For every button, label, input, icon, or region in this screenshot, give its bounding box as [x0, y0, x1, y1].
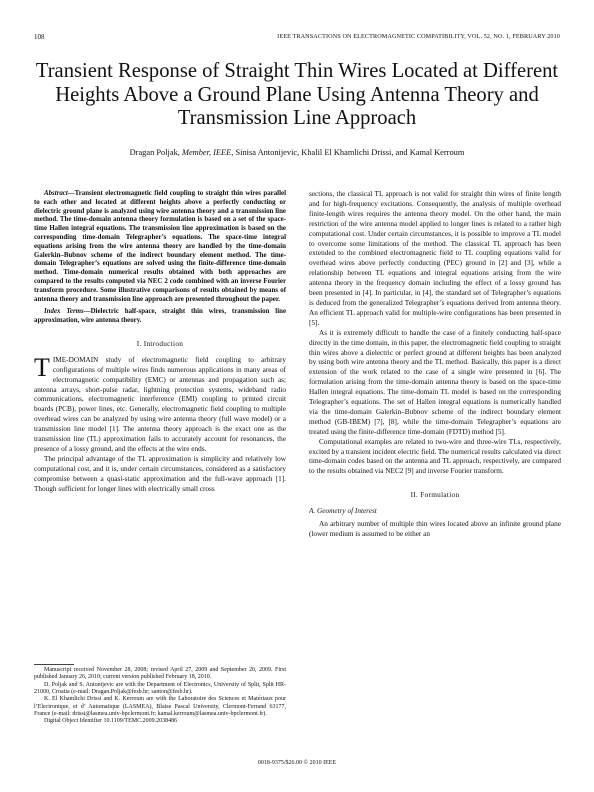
drop-cap: T	[34, 352, 50, 382]
footnote-affiliation-split: D. Poljak and S. Antonijevic are with the Department of Electronics, University of Split, Split HR-21000, Croatia (e-mail: Dragan.Poljak@fesb.hr; santon@fesb.hr).	[34, 681, 286, 696]
footnote-manuscript: Manuscript received November 28, 2008; revised April 27, 2009 and September 20, 2009. First published January 26, 2010; current version published February 18, 2010.	[34, 667, 286, 681]
right-paragraph-4: An arbitrary number of multiple thin wires located above an infinite ground plane (lower medium is assumed to be either an	[309, 520, 561, 538]
intro-paragraph-1	[34, 352, 286, 455]
abstract-lead: Abstract	[44, 190, 68, 197]
right-column	[309, 190, 561, 540]
section-heading-formulation: II. Formulation	[410, 491, 460, 500]
index-terms	[34, 308, 286, 326]
right-paragraph-1: sections, the classical TL approach is not valid for straight thin wires of finite length and for high-frequency excitations. Consequently, the analysis of multiple overhead finite-length wires requires the antenna theory model. On the other hand, the main restriction of the wire antenna model applied to longer lines is related to a rather high computational cost. Under certain circumstances, it is possible to improve a TL model to overcome some limitations of the method. The classical TL approach has been extended to the combined electromagnetic field to TL coupling equations valid for overhead wires above perfectly conducting (PEC) ground in [2] and [3], while a relationship between TL equations and integral equations arising from the wire antenna theory in the frequency domain including the effect of a lossy ground has been presented in [4]. In particular, in [4], the standard set of Telegrapher’s equations is deduced from the generalized Telegrapher’s equations derived from antenna theory. An efficient TL approach valid for multiple-wire configurations has been presented in [5].	[309, 190, 561, 327]
author-poljak: Dragan Poljak,	[129, 148, 180, 157]
intro-paragraph-1-text: IME-DOMAIN study of electromagnetic field coupling to arbitrary configurations of multiple wires finds numerous applications in many areas of electromagnetic compatibility (EMC) or antennas and propagation such as; antenna arrays, short-pulse radar, lightning protection systems, wideband radio communications, electromagnetic interference (EMI) coupling to printed circuit boards (PCB), power lines, etc. Generally, electromagnetic field coupling to multiple overhead wires can be analyzed by using wire antenna theory (full wave model) or a transmission line model [1]. The antenna theory approach is the exact one as the transmission line (TL) approximation fails to accurately account for resonances, the presence of a lossy ground, and the effects at the wire ends.	[34, 355, 286, 454]
abstract-text: —Transient electromagnetic field coupling to straight thin wires parallel to each other and located at different heights above a perfectly conducting or dielectric ground plane is analyzed using wire antenna theory and a transmission line method. The time-domain antenna theory formulation is based on a set of the space-time Hallen integral equations. The transmission line approximation is based on the corresponding time-domain Telegrapher’s equations. The space-time integral equations arising from the wire antenna theory are handled by the time-domain Galerkin–Bubnov scheme of the indirect boundary element method. The time-domain Telegrapher’s equations are solved using the finite-difference time-domain method. Time-domain numerical results obtained with both approaches are compared to the results computed via NEC 2 code combined with an inverse Fourier transform procedure. Some illustrative comparisons of results obtained by means of antenna theory and transmission line approach are presented throughout the paper.	[34, 190, 286, 303]
intro-paragraph-2: The principal advantage of the TL approximation is simplicity and relatively low computational cost, and it is, under certain circumstances, considered as a satisfactory compromise between a quasi-static approximation and the full-wave approach [1]. Though sufficient for longer lines with electrically small cross	[34, 454, 286, 493]
footnotes	[34, 667, 286, 726]
page-number: 108	[34, 33, 45, 41]
section-heading-introduction: I. Introduction	[136, 339, 184, 348]
right-paragraph-3: Computational examples are related to two-wire and three-wire TLs, respectively, excited by a transient incident electric field. The numerical results calculated via direct time-domain codes based on the antenna and TL approach, respectively, are compared to the results obtained via NEC2 [9] and inverse Fourier transform.	[309, 437, 561, 476]
author-others: Sinisa Antonijevic, Khalil El Khamlichi Drissi, and Kamal Kerroum	[235, 148, 465, 157]
author-line	[30, 148, 564, 158]
index-terms-text: —Dielectric half-space, straight thin wires, transmission line approximation, wire antenna theory.	[34, 308, 286, 325]
subsection-heading-geometry: A. Geometry of Interest	[309, 507, 377, 516]
abstract	[34, 190, 286, 304]
author-membership: Member, IEEE,	[181, 148, 234, 157]
left-column	[34, 190, 286, 495]
footnote-divider	[34, 664, 74, 665]
copyright-line: 0018-9375/$26.00 © 2010 IEEE	[257, 760, 337, 766]
index-terms-lead: Index Terms	[44, 308, 84, 316]
right-paragraph-2: As it is extremely difficult to handle the case of a finitely conducting half-space directly in the time domain, in this paper, the electromagnetic field coupling to straight thin wires above a dielectric or perfect ground at different heights has been analyzed by using both wire antenna theory and the TL method. Basically, this paper is a direct extension of the work related to the case of a single wire presented in [6]. The formulation arising from the time-domain antenna theory is based on the space-time Hallen integral equations. The time-domain TL model is based on the corresponding Telegrapher’s equations. The set of Hallen integral equations is numerically handled via the time-domain Galerkin–Bubnov scheme of the indirect boundary element method (GB-IBEM) [7], [8], while the time-domain Telegrapher’s equations are treated using the finite-difference time-domain (FDTD) method [5].	[309, 328, 561, 436]
paper-title: Transient Response of Straight Thin Wires Located at Different Heights Above a Ground Plane Using Antenna Theory and Transmission Line Approach	[35, 60, 559, 130]
running-header: IEEE TRANSACTIONS ON ELECTROMAGNETIC COMPATIBILITY, VOL. 52, NO. 1, FEBRUARY 2010	[277, 33, 560, 40]
footnote-doi: Digital Object Identifier 10.1109/TEMC.2009.2038486	[44, 718, 178, 725]
footnote-affiliation-lasmea: K. El Khamlichi Drissi and K. Kerroum are with the Laboratoire des Sciences et Matériaux pour l’Electronique, et d’ Automatique (LASMEA), Blaise Pascal University, Clermont-Ferrand 63177, France (e-mail: drissi@lasmea.univ-bpclermont.fr; kamal.kerroum@lasmea.univ-bpclermont.fr).	[34, 696, 286, 718]
